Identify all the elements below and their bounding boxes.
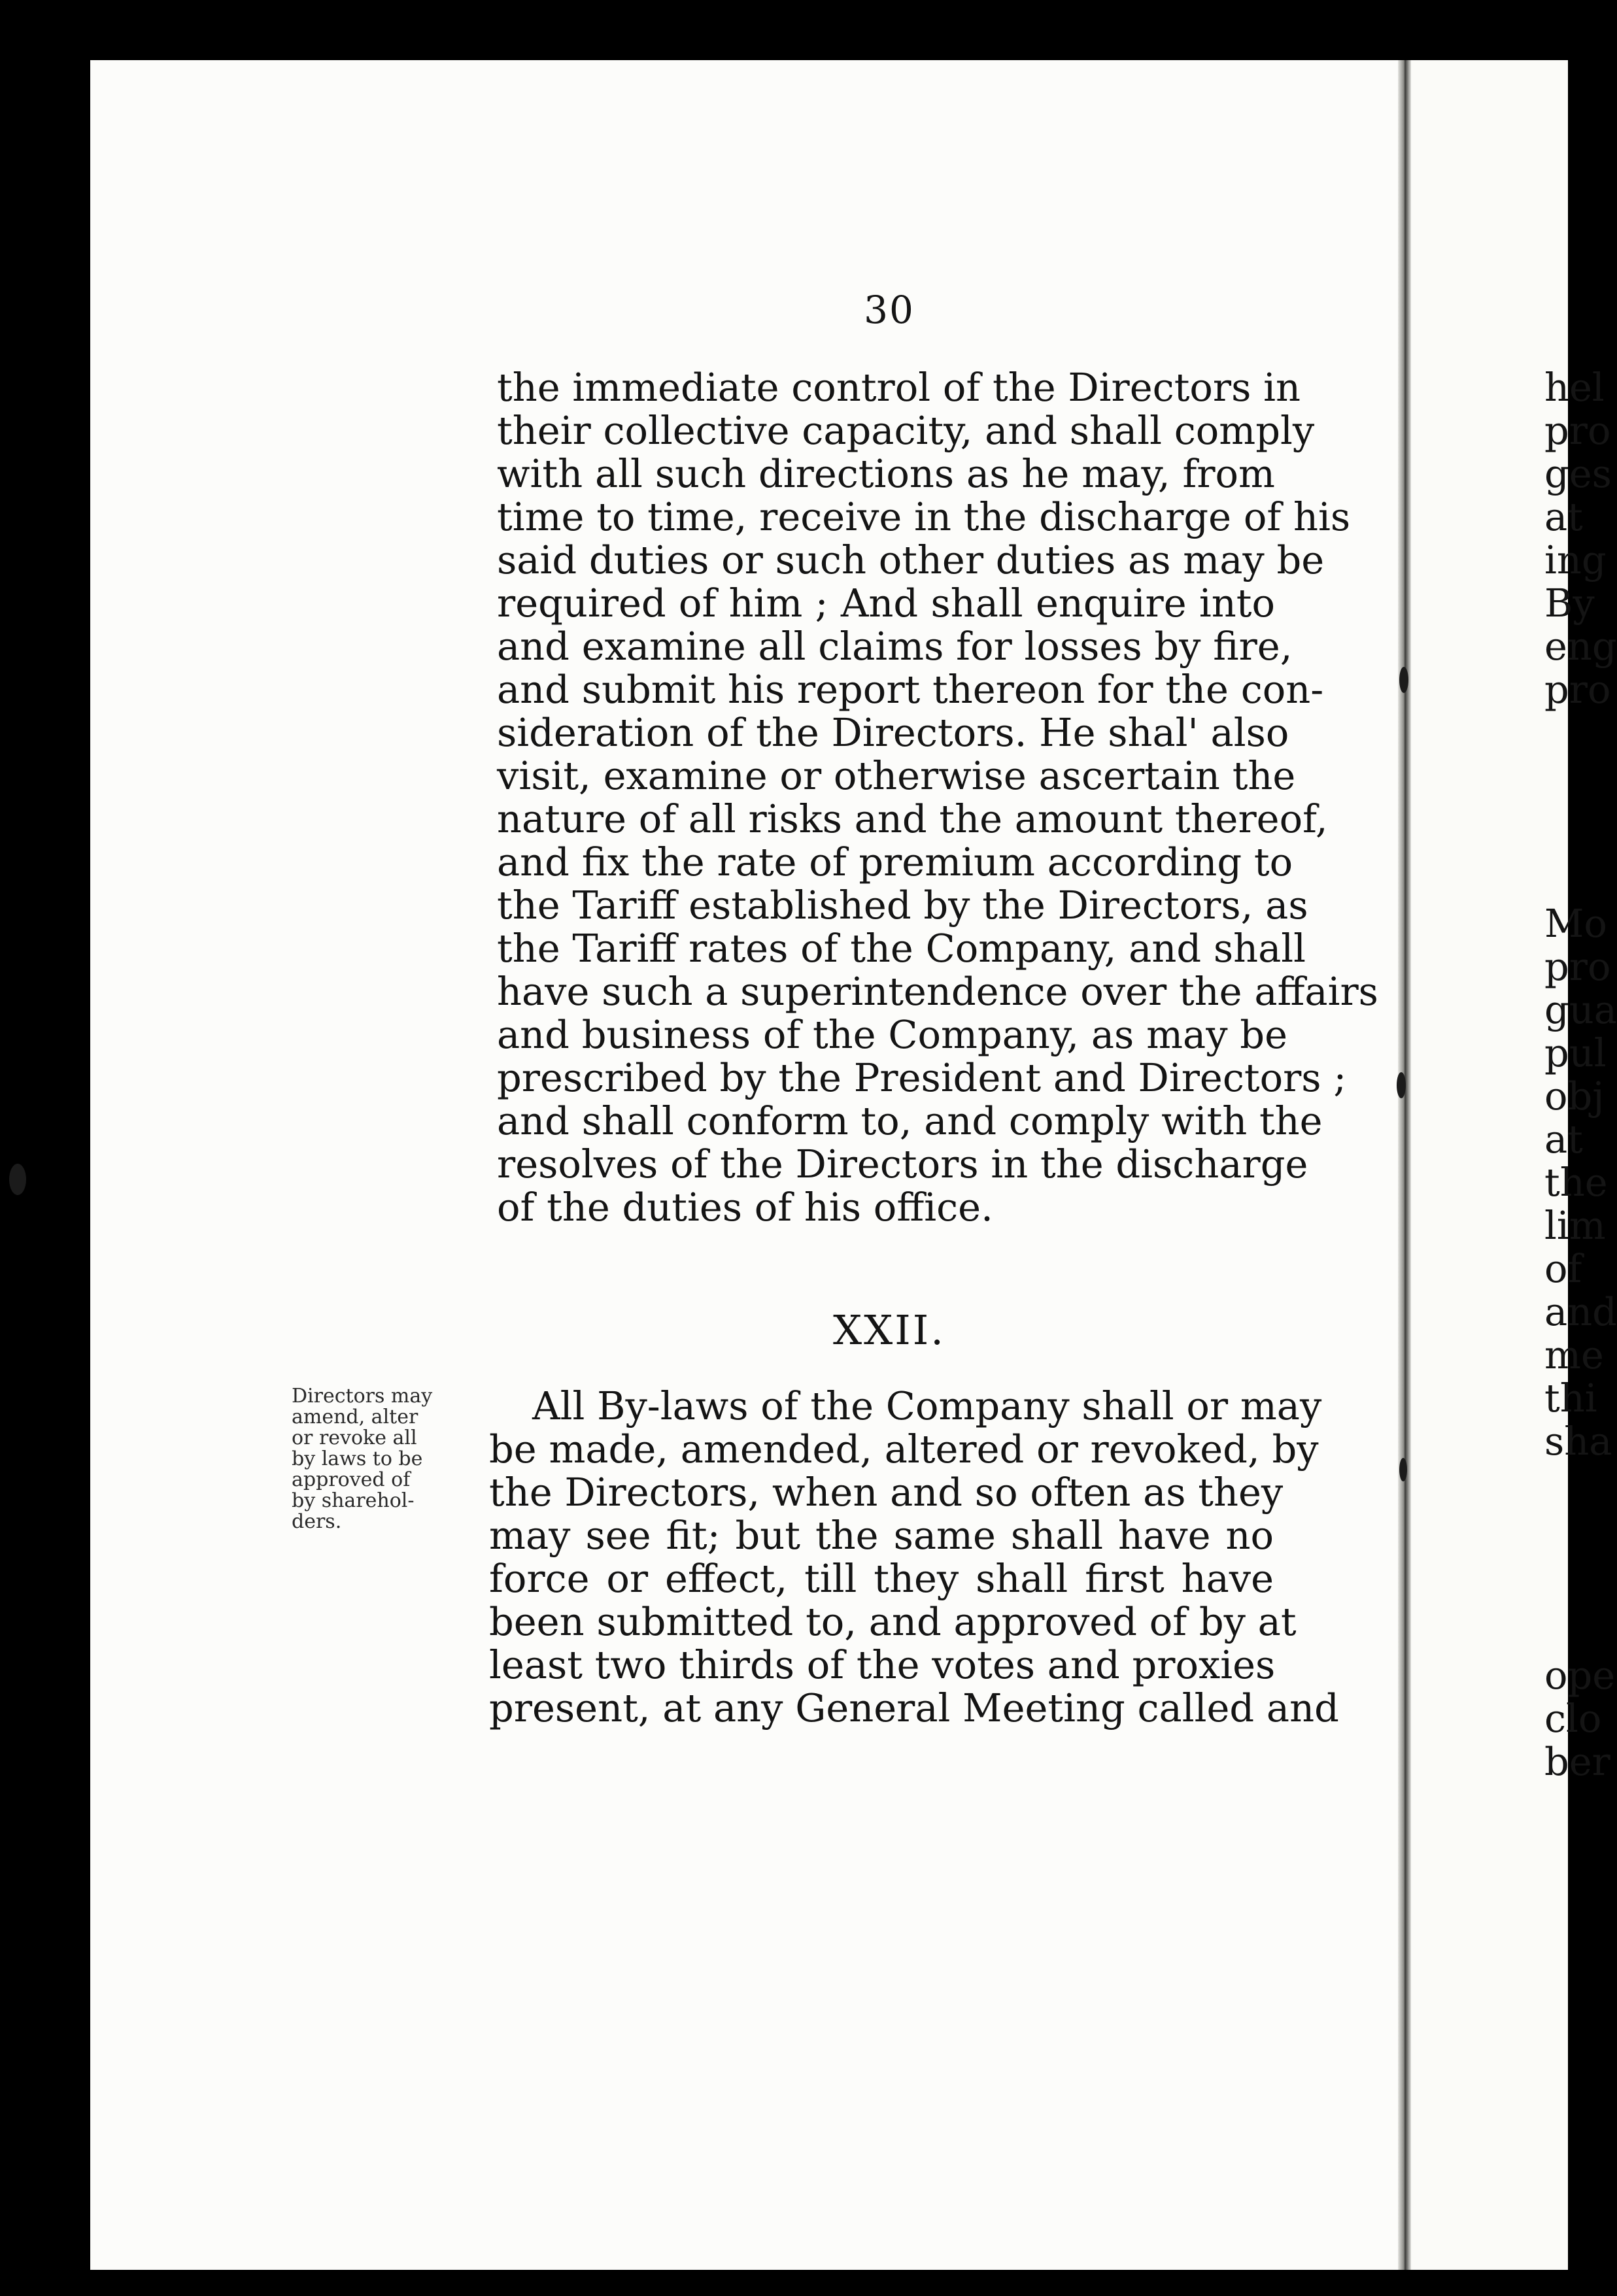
margin-note-line: amend, alter (292, 1406, 418, 1428)
body-line: time to time, receive in the discharge of his (497, 494, 1351, 539)
margin-note-line: by sharehol- (292, 1489, 415, 1512)
body-line: and fix the rate of premium according to (497, 839, 1293, 885)
facing-page-fragment: hel (1544, 365, 1605, 410)
body-line: and business of the Company, as may be (497, 1012, 1287, 1057)
facing-page-fragment: ber (1544, 1739, 1610, 1784)
facing-page-fragment: ges (1544, 451, 1612, 496)
ink-speck (1397, 1072, 1406, 1098)
body-line: sideration of the Directors. He shal' also (497, 710, 1289, 755)
body-line: the Tariff rates of the Company, and shall (497, 926, 1306, 971)
body-line: said duties or such other duties as may be (497, 537, 1325, 582)
body-line: their collective capacity, and shall comply (497, 408, 1315, 453)
body-line: have such a superintendence over the affairs (497, 969, 1378, 1014)
margin-note (292, 1386, 485, 1532)
facing-page-fragment: obj (1544, 1073, 1605, 1119)
facing-page-fragment: sha (1544, 1419, 1612, 1464)
body-line: required of him ; And shall enquire into (497, 581, 1275, 626)
facing-page-fragment: at (1544, 1117, 1583, 1162)
section-paragraph (489, 1383, 1339, 1730)
facing-page-fragment: ing (1544, 537, 1607, 582)
page-number: 30 (864, 288, 915, 332)
facing-page-fragment: pro (1544, 667, 1611, 712)
facing-page-fragment: at (1544, 494, 1583, 539)
body-line: the immediate control of the Directors in (497, 365, 1301, 410)
facing-page-fragment: Mo (1544, 901, 1607, 946)
facing-page-fragment: clo (1544, 1696, 1602, 1741)
section-line: been submitted to, and approved of by at (489, 1599, 1297, 1644)
section-line: least two thirds of the votes and proxies (489, 1642, 1276, 1687)
book-gutter (1398, 60, 1411, 2270)
section-line: the Directors, when and so often as they (489, 1470, 1284, 1515)
section-line: All By-laws of the Company shall or may (532, 1383, 1322, 1428)
facing-page-fragment: thi (1544, 1376, 1597, 1421)
facing-page-fragment: lim (1544, 1203, 1606, 1248)
margin-note-line: Directors may (292, 1385, 433, 1408)
section-line: be made, amended, altered or revoked, by (489, 1427, 1319, 1472)
margin-note-line: by laws to be (292, 1447, 423, 1470)
facing-page-fragment: By (1544, 581, 1595, 626)
margin-note-line: ders. (292, 1510, 342, 1533)
facing-page-fragment: me (1544, 1332, 1604, 1377)
margin-note-line: or revoke all (292, 1427, 417, 1449)
facing-page-fragment: the (1544, 1160, 1608, 1205)
facing-page-fragment: pul (1544, 1030, 1607, 1075)
body-line: and submit his report thereon for the con- (497, 667, 1324, 712)
body-paragraph (497, 365, 1378, 1230)
ink-speck (9, 1164, 26, 1195)
section-heading: XXII. (833, 1306, 945, 1354)
margin-note-line: approved of (292, 1468, 411, 1491)
body-line: and shall conform to, and comply with the (497, 1098, 1323, 1143)
section-line: may see fit; but the same shall have no (489, 1513, 1274, 1558)
section-line: present, at any General Meeting called and (489, 1685, 1339, 1730)
body-line: the Tariff established by the Directors, as (497, 883, 1308, 928)
section-line: force or effect, till they shall first have (489, 1556, 1274, 1601)
ink-speck (1399, 667, 1408, 693)
facing-page-fragment: of (1544, 1246, 1582, 1291)
body-line: visit, examine or otherwise ascertain the (497, 753, 1296, 798)
facing-page-fragment: eng (1544, 624, 1617, 669)
body-line: and examine all claims for losses by fire, (497, 624, 1293, 669)
body-line: nature of all risks and the amount thereof, (497, 796, 1328, 841)
facing-page-fragment: gua (1544, 987, 1617, 1032)
body-line: prescribed by the President and Directors ; (497, 1055, 1347, 1100)
body-line: with all such directions as he may, from (497, 451, 1275, 496)
facing-page-fragment: ope (1544, 1653, 1616, 1698)
body-line: resolves of the Directors in the discharge (497, 1141, 1308, 1187)
facing-page-fragment: and (1544, 1289, 1617, 1334)
facing-page-fragment: pro (1544, 944, 1611, 989)
ink-speck (1399, 1458, 1407, 1481)
body-line: of the duties of his office. (497, 1185, 993, 1230)
facing-page-fragment: pro (1544, 408, 1611, 453)
